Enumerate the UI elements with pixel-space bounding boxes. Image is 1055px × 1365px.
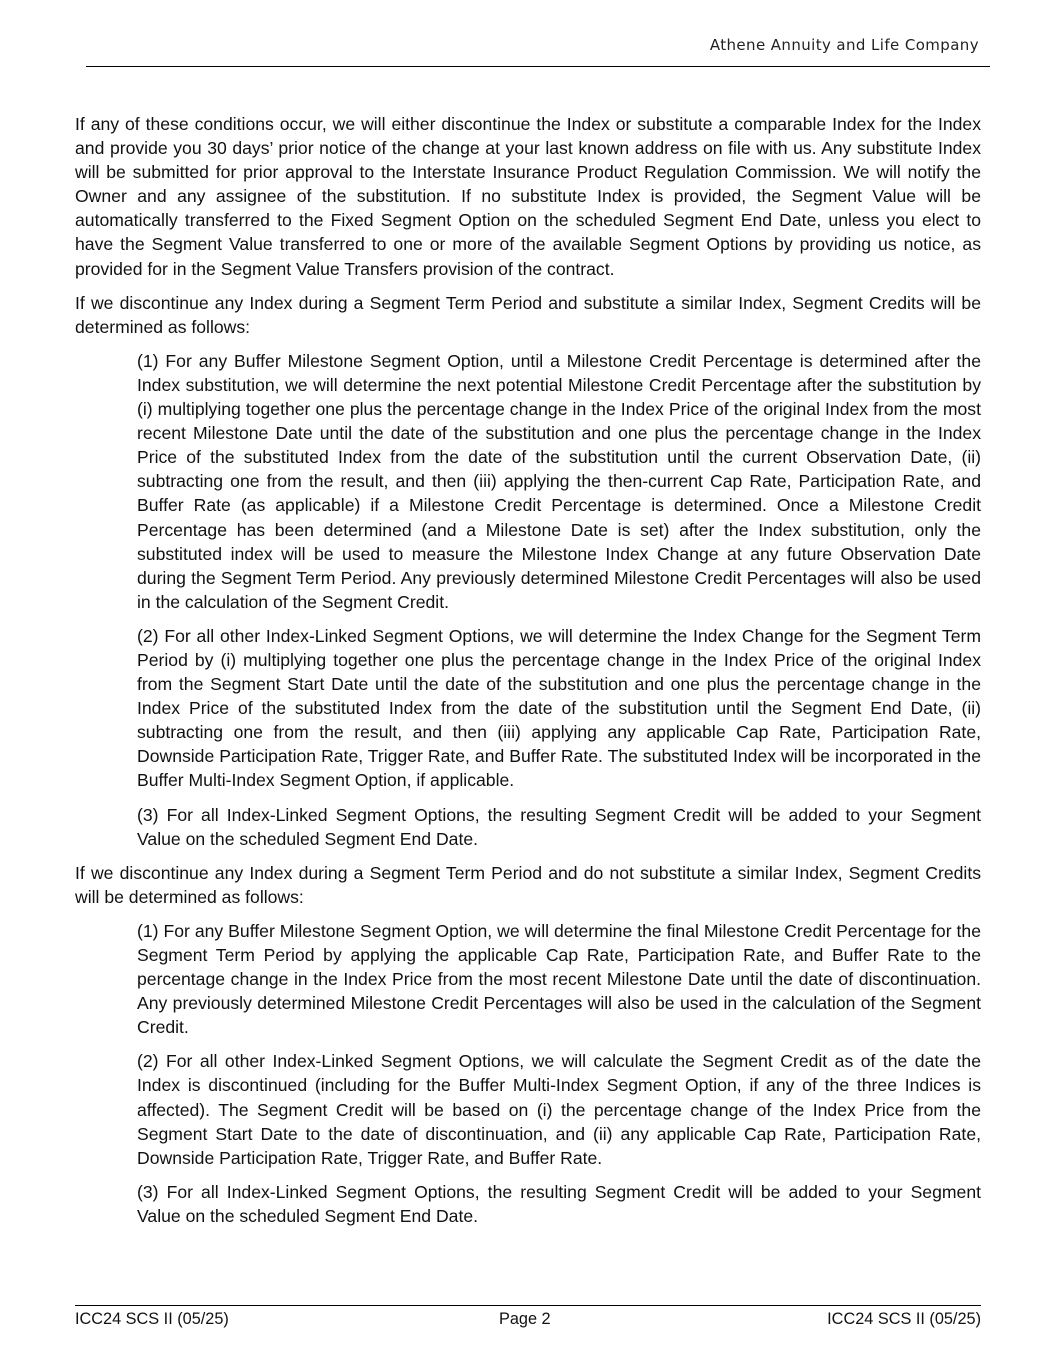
body-paragraph-conditions: If any of these conditions occur, we will either discontinue the Index or substitute a comparable Index for the Index and provide you 30 days’ prior notice of the change at your last known address on file with us. Any substitute Index will be submitted for prior approval to the Interstate Insurance Product Regulation Commission. We will notify the Owner and any assignee of the substitution. If no substitute Index is provided, the Segment Value will be automatically transferred to the Fixed Segment Option on the scheduled Segment End Date, unless you elect to have the Segment Value transferred to one or more of the available Segment Options by providing us notice, as provided for in the Segment Value Transfers provision of the contract. bbox=[75, 114, 981, 279]
body-paragraph-substitute-intro: If we discontinue any Index during a Segment Term Period and substitute a similar Index, Segment Credits will be determined as follows: bbox=[75, 292, 981, 337]
substitute-item-1: (1) For any Buffer Milestone Segment Option, until a Milestone Credit Percentage is determined after the Index substitution, we will determine the next potential Milestone Credit Percentage after the substitution by (i) multiplying together one plus the percentage change in the Index Price of the original Index from the most recent Milestone Date until the date of the substitution and one plus the percentage change in the Index Price of the substituted Index from the date of the substitution until the current Observation Date, (ii) subtracting one from the result, and then (iii) applying the then-current Cap Rate, Participation Rate, and Buffer Rate (as applicable) if a Milestone Credit Percentage is determined. Once a Milestone Credit Percentage has been determined (and a Milestone Date is set) after the Index substitution, only the substituted index will be used to measure the Milestone Index Change at any future Observation Date during the Segment Term Period. Any previously determined Milestone Credit Percentages will also be used in the calculation of the Segment Credit. bbox=[137, 350, 981, 612]
discontinue-item-2: (2) For all other Index-Linked Segment Options, we will calculate the Segment Credit as of the date the Index is discontinued (including for the Buffer Multi-Index Segment Option, if any of the three Indices is affected). The Segment Credit will be based on (i) the percentage change of the Index Price from the Segment Start Date to the date of discontinuation, and (ii) any applicable Cap Rate, Participation Rate, Downside Participation Rate, Trigger Rate, and Buffer Rate. bbox=[137, 1051, 981, 1168]
company-name: Athene Annuity and Life Company bbox=[709, 36, 979, 54]
form-number-left: ICC24 SCS II (05/25) bbox=[75, 1310, 229, 1328]
discontinue-item-3: (3) For all Index-Linked Segment Options, the resulting Segment Credit will be added to your Segment Value on the scheduled Segment End Date. bbox=[137, 1181, 981, 1226]
page-footer bbox=[75, 1305, 981, 1336]
document-body bbox=[75, 112, 981, 1238]
body-paragraph-discontinue-intro: If we discontinue any Index during a Segment Term Period and do not substitute a similar Index, Segment Credits will be determined as follows: bbox=[75, 862, 981, 907]
page-header bbox=[86, 34, 990, 67]
form-number-right: ICC24 SCS II (05/25) bbox=[827, 1310, 981, 1328]
page-number: Page 2 bbox=[499, 1310, 551, 1328]
substitute-item-3: (3) For all Index-Linked Segment Options, the resulting Segment Credit will be added to your Segment Value on the scheduled Segment End Date. bbox=[137, 804, 981, 849]
discontinue-item-1: (1) For any Buffer Milestone Segment Option, we will determine the final Milestone Credit Percentage for the Segment Term Period by applying the applicable Cap Rate, Participation Rate, and Buffer Rate to the percentage change in the Index Price from the most recent Milestone Date until the date of discontinuation. Any previously determined Milestone Credit Percentages will also be used in the calculation of the Segment Credit. bbox=[137, 920, 981, 1038]
substitute-item-2: (2) For all other Index-Linked Segment Options, we will determine the Index Change for the Segment Term Period by (i) multiplying together one plus the percentage change in the Index Price of the original Index from the Segment Start Date until the date of the substitution and one plus the percentage change in the Index Price of the substituted Index from the date of the substitution until the Segment End Date, (ii) subtracting one from the result, and then (iii) applying any applicable Cap Rate, Participation Rate, Downside Participation Rate, Trigger Rate, and Buffer Rate. The substituted Index will be incorporated in the Buffer Multi-Index Segment Option, if applicable. bbox=[137, 625, 981, 791]
